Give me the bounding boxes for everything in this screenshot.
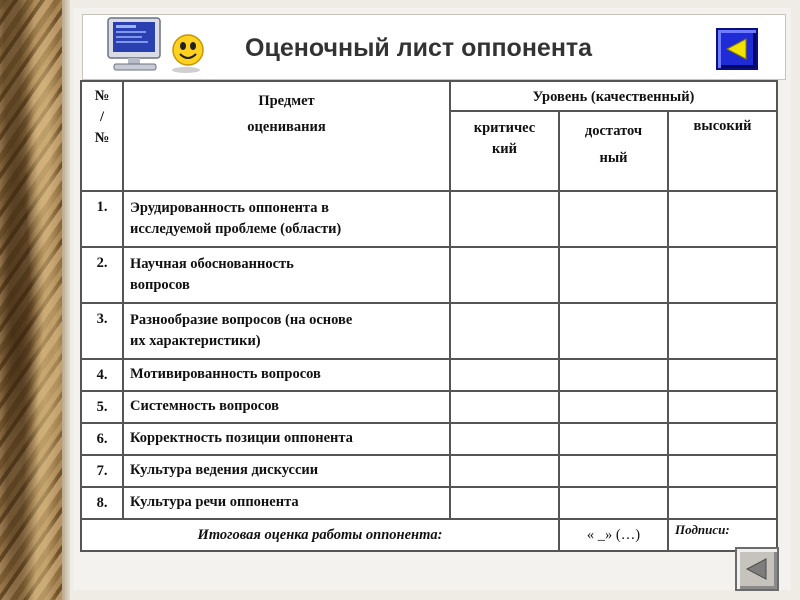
criterion-cell: Культура ведения дискуссии xyxy=(123,455,450,487)
criterion-line2: исследуемой проблеме (области) xyxy=(130,221,342,237)
final-grade-value[interactable]: « _» (…) xyxy=(559,519,668,551)
criterion-line1: Эрудированность оппонента в xyxy=(130,200,329,216)
row-number: 6. xyxy=(81,423,123,455)
header-high-cell xyxy=(668,111,777,191)
row-number: 2. xyxy=(81,247,123,303)
header-level-cell xyxy=(450,81,777,111)
critical-score-cell[interactable] xyxy=(450,455,559,487)
high-score-cell[interactable] xyxy=(668,455,777,487)
row-number: 5. xyxy=(81,391,123,423)
header-num-slash: / xyxy=(99,109,105,125)
computer-clipart-icon xyxy=(100,16,210,76)
high-score-cell[interactable] xyxy=(668,191,777,247)
criterion-line1: Научная обоснованность xyxy=(130,256,294,272)
header-num-bottom: № xyxy=(94,130,110,146)
table-row xyxy=(81,303,777,359)
table-row xyxy=(81,247,777,303)
criterion-line2: их характеристики) xyxy=(130,333,261,349)
corner-back-arrow-icon xyxy=(744,556,770,582)
back-button[interactable] xyxy=(716,28,758,70)
high-score-cell[interactable] xyxy=(668,423,777,455)
sufficient-score-cell[interactable] xyxy=(559,191,668,247)
critical-score-cell[interactable] xyxy=(450,391,559,423)
criterion-line1: Разнообразие вопросов (на основе xyxy=(130,312,353,328)
critical-score-cell[interactable] xyxy=(450,191,559,247)
decorative-strip-edge xyxy=(62,0,70,600)
row-number: 1. xyxy=(81,191,123,247)
row-number: 4. xyxy=(81,359,123,391)
signatures-label: Подписи: xyxy=(668,519,777,551)
header-num-cell xyxy=(81,81,123,191)
page-title: Оценочный лист оппонента xyxy=(245,34,593,62)
sufficient-score-cell[interactable] xyxy=(559,391,668,423)
footer-row xyxy=(81,519,777,551)
criterion-cell: Корректность позиции оппонента xyxy=(123,423,450,455)
criterion-cell: Культура речи оппонента xyxy=(123,487,450,519)
table-row xyxy=(81,487,777,519)
table-row xyxy=(81,359,777,391)
header-high: высокий xyxy=(693,118,752,134)
header-critical-cell xyxy=(450,111,559,191)
header-subject-line1: Предмет xyxy=(258,93,315,109)
header-sufficient-line1: достаточ xyxy=(584,123,643,139)
criterion-cell xyxy=(123,303,450,359)
row-number: 8. xyxy=(81,487,123,519)
high-score-cell[interactable] xyxy=(668,391,777,423)
critical-score-cell[interactable] xyxy=(450,303,559,359)
corner-back-button[interactable] xyxy=(735,547,779,591)
header-subject-line2: оценивания xyxy=(247,119,326,135)
table-row xyxy=(81,191,777,247)
critical-score-cell[interactable] xyxy=(450,359,559,391)
header-sufficient-cell xyxy=(559,111,668,191)
high-score-cell[interactable] xyxy=(668,487,777,519)
sufficient-score-cell[interactable] xyxy=(559,303,668,359)
criterion-line2: вопросов xyxy=(130,277,190,293)
criterion-cell: Мотивированность вопросов xyxy=(123,359,450,391)
high-score-cell[interactable] xyxy=(668,303,777,359)
critical-score-cell[interactable] xyxy=(450,423,559,455)
sufficient-score-cell[interactable] xyxy=(559,247,668,303)
header-critical-line2: кий xyxy=(491,141,518,157)
header-critical-line1: критичес xyxy=(473,120,536,136)
header-subject-cell xyxy=(123,81,450,191)
table-row xyxy=(81,455,777,487)
criterion-cell xyxy=(123,247,450,303)
row-number: 3. xyxy=(81,303,123,359)
header-num-top: № xyxy=(94,88,110,104)
criterion-cell: Системность вопросов xyxy=(123,391,450,423)
criterion-cell xyxy=(123,191,450,247)
sufficient-score-cell[interactable] xyxy=(559,455,668,487)
evaluation-table xyxy=(80,80,778,552)
high-score-cell[interactable] xyxy=(668,247,777,303)
header-sufficient-line2: ный xyxy=(599,150,628,166)
header-level: Уровень (качественный) xyxy=(532,88,695,105)
sufficient-score-cell[interactable] xyxy=(559,359,668,391)
sufficient-score-cell[interactable] xyxy=(559,423,668,455)
decorative-marble-strip xyxy=(0,0,62,600)
final-grade-label: Итоговая оценка работы оппонента: xyxy=(81,519,559,551)
table-row xyxy=(81,391,777,423)
table-row xyxy=(81,423,777,455)
high-score-cell[interactable] xyxy=(668,359,777,391)
critical-score-cell[interactable] xyxy=(450,247,559,303)
sufficient-score-cell[interactable] xyxy=(559,487,668,519)
critical-score-cell[interactable] xyxy=(450,487,559,519)
row-number: 7. xyxy=(81,455,123,487)
back-arrow-icon xyxy=(724,36,750,62)
